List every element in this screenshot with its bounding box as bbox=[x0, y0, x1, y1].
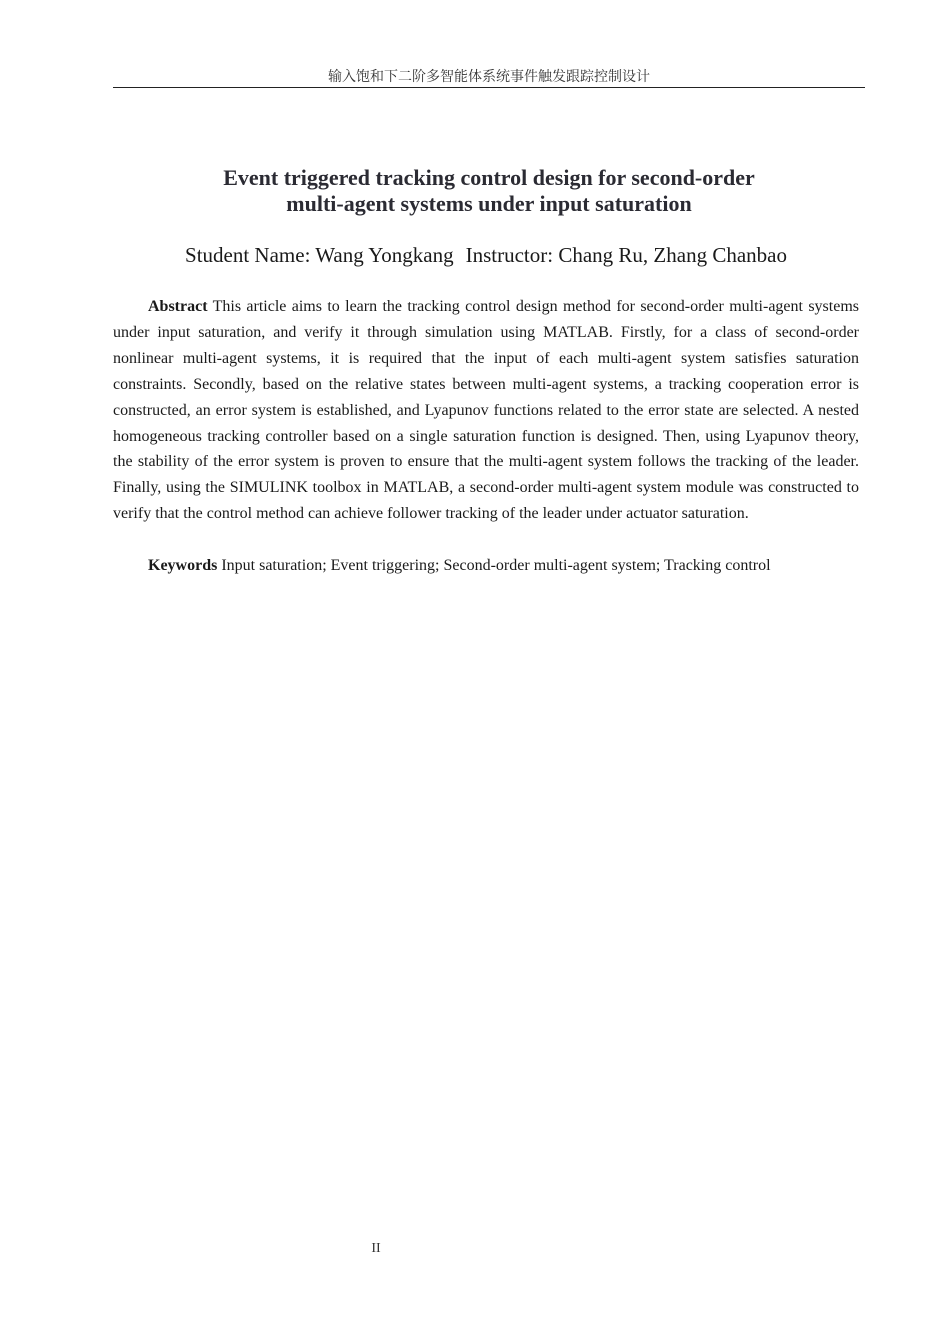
paper-title-line-2: multi-agent systems under input saturation bbox=[286, 191, 692, 216]
abstract-text: This article aims to learn the tracking control design method for second-order multi-agent systems under input saturation, and verify it through simulation using MATLAB. Firstly, for a class of second-order nonlinear multi-agent systems, it is required that the input of each multi-agent system satisfies saturation constraints. Secondly, based on the relative states between multi-agent systems, a tracking cooperation error is constructed, an error system is established, and Lyapunov functions related to the error state are selected. A nested homogeneous tracking controller based on a single saturation function is designed. Then, using Lyapunov theory, the stability of the error system is proven to ensure that the multi-agent system follows the tracking of the leader. Finally, using the SIMULINK toolbox in MATLAB, a second-order multi-agent system module was constructed to verify that the control method can achieve follower tracking of the leader under actuator saturation. bbox=[113, 298, 859, 523]
keywords-text: Input saturation; Event triggering; Second-order multi-agent system; Tracking control bbox=[221, 557, 771, 574]
header-rule bbox=[113, 87, 865, 88]
paper-title-line-1: Event triggered tracking control design for second-order bbox=[223, 165, 755, 190]
abstract-label: Abstract bbox=[148, 298, 208, 315]
instructor-names: Instructor: Chang Ru, Zhang Chanbao bbox=[465, 243, 787, 267]
author-line bbox=[113, 242, 859, 268]
keywords-label: Keywords bbox=[148, 557, 218, 574]
paper-title bbox=[113, 165, 865, 217]
student-name: Student Name: Wang Yongkang bbox=[185, 243, 454, 267]
keywords-paragraph bbox=[113, 553, 859, 579]
running-header: 输入饱和下二阶多智能体系统事件触发跟踪控制设计 bbox=[328, 69, 650, 85]
abstract-paragraph bbox=[113, 294, 859, 527]
page-number: II bbox=[371, 1241, 381, 1256]
